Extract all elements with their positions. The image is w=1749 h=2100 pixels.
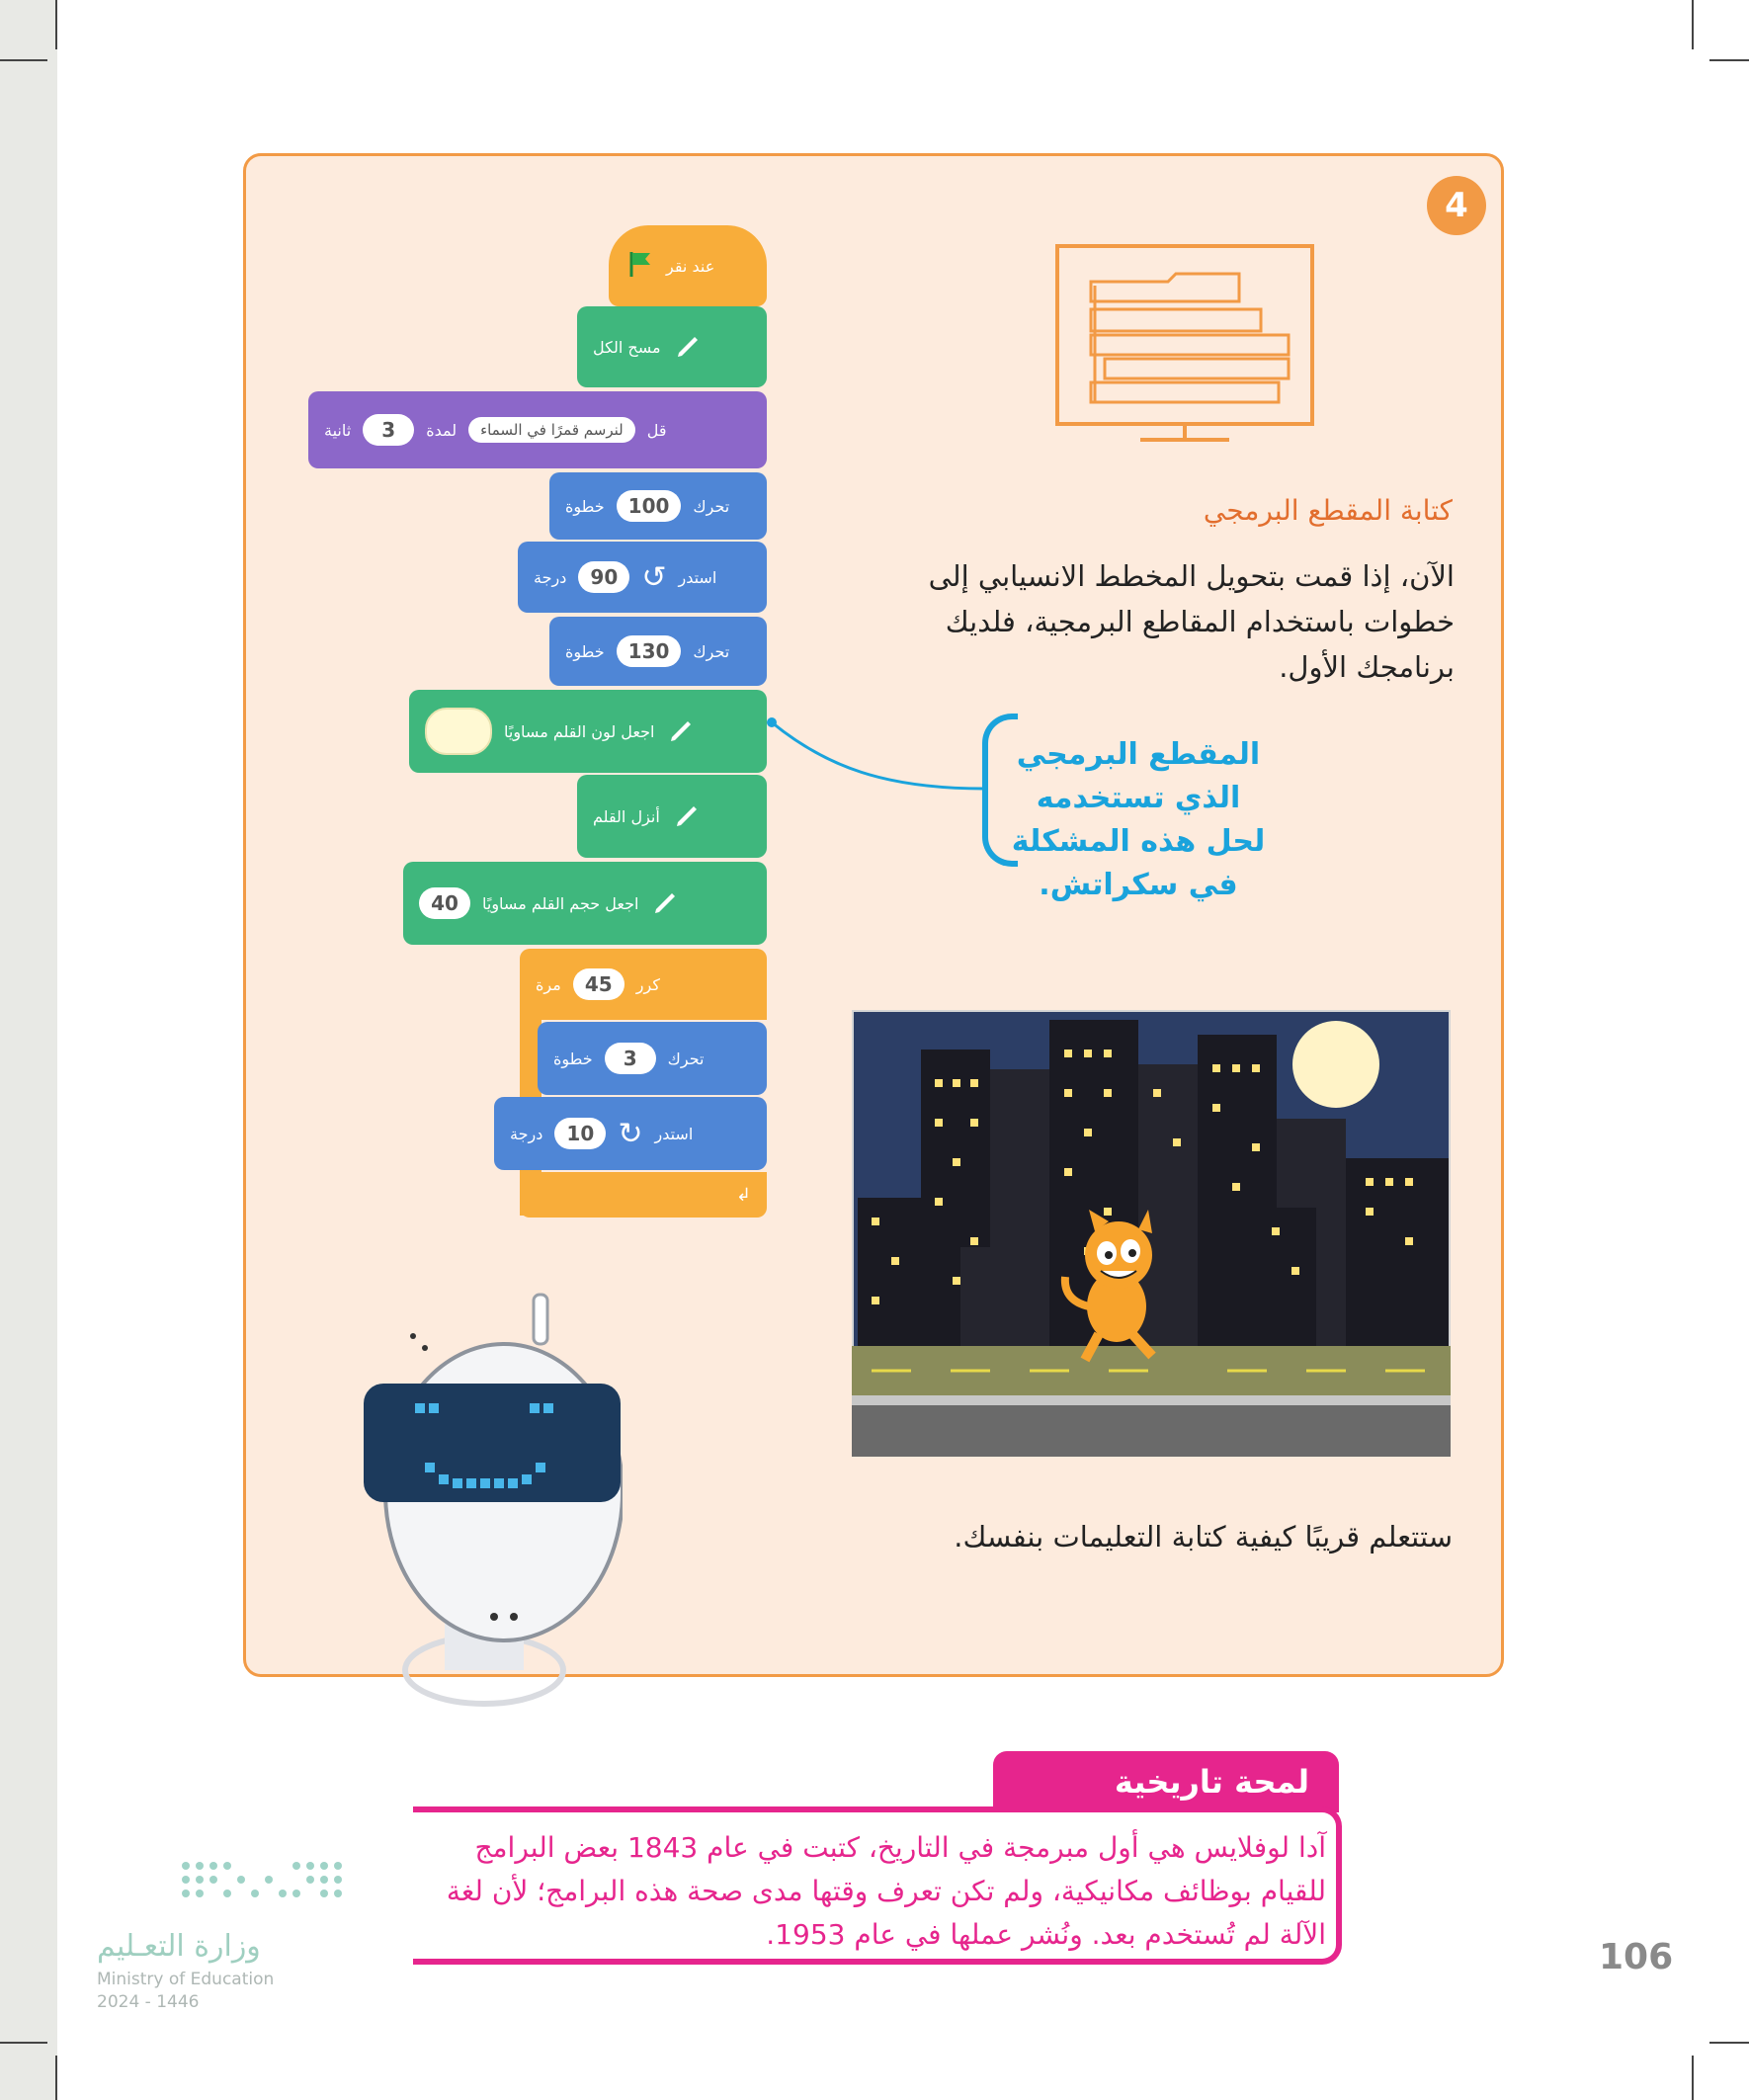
say-for-secs-block — [308, 391, 767, 468]
repeat-block-footer — [520, 1172, 767, 1218]
ministry-name-english: Ministry of Education — [97, 1970, 275, 1989]
turn-unit-label: درجة — [534, 567, 567, 587]
repeat-block — [520, 949, 767, 1020]
turn-degrees-input: 90 — [578, 561, 629, 593]
turn-degrees-input: 10 — [554, 1118, 606, 1149]
say-message-input: لنرسم قمرًا في السماء — [468, 417, 635, 443]
set-pen-color-block — [409, 690, 767, 773]
loop-arrow-icon: ↲ — [735, 1184, 751, 1206]
ministry-year: 2024 - 1446 — [97, 1992, 200, 2012]
set-pen-color-label: اجعل لون القلم مساويًا — [504, 721, 655, 741]
pen-size-input: 40 — [419, 887, 470, 919]
callout-text: المقطع البرمجي الذي تستخدمه لحل هذه المشكلة في سكراتش. — [1011, 737, 1266, 902]
crop-mark — [1692, 0, 1694, 49]
move-unit-label: خطوة — [565, 641, 605, 661]
page-margin-strip — [0, 0, 57, 2100]
pen-down-block — [577, 775, 767, 858]
move-steps-input: 100 — [617, 490, 682, 522]
ministry-logo-dots — [178, 1858, 352, 1903]
move-steps-block — [549, 472, 767, 540]
turn-right-block — [494, 1097, 767, 1170]
turn-unit-label: درجة — [510, 1124, 543, 1143]
step-number-badge: 4 — [1427, 176, 1486, 235]
move-steps-input: 130 — [617, 635, 682, 667]
say-seconds-input: 3 — [363, 414, 414, 446]
say-unit-label: ثانية — [324, 420, 352, 440]
erase-all-label: مسح الكل — [593, 337, 661, 357]
pen-down-label: أنزل القلم — [593, 806, 660, 826]
set-pen-size-block — [403, 862, 767, 945]
section-title: كتابة المقطع البرمجي — [1203, 494, 1453, 527]
hat-label: عند نقر — [666, 256, 715, 276]
crop-mark — [1709, 2042, 1749, 2044]
ministry-name-arabic: وزارة التعـليم — [97, 1929, 261, 1964]
pen-icon — [666, 716, 696, 746]
move-steps-block — [549, 617, 767, 686]
repeat-count-input: 45 — [573, 968, 625, 1000]
history-text: آدا لوفلايس هي أول مبرمجة في التاريخ، كتبت في عام 1843 بعض البرامج للقيام بوظائف مكانيكية، ولم تكن تعرف وقتها مدى صحة هذه البرامج؛ لأن لغة الآلة لم تُستخدم بعد. ونُشر عملها في عام 1953. — [446, 1831, 1326, 1951]
history-tab-title: لمحة تاريخية — [993, 1751, 1339, 1812]
crop-mark — [0, 59, 47, 61]
repeat-label: كرر — [635, 974, 660, 994]
move-label: تحرك — [693, 496, 730, 516]
page-number: 106 — [1599, 1937, 1674, 1977]
pen-color-swatch — [425, 708, 492, 755]
crop-mark — [55, 0, 57, 49]
section-paragraph: الآن، إذا قمت بتحويل المخطط الانسيابي إلى خطوات باستخدام المقاطع البرمجية، فلديك برنامجك الأول. — [928, 559, 1455, 684]
robot-mascot-illustration — [356, 1285, 623, 1720]
closing-text: ستتعلم قريبًا كيفية كتابة التعليمات بنفسك. — [954, 1520, 1453, 1554]
say-label: قل — [646, 420, 667, 440]
pen-icon — [672, 801, 702, 831]
when-flag-clicked-block — [609, 225, 767, 306]
crop-mark — [0, 2042, 47, 2044]
crop-mark — [1692, 2056, 1694, 2100]
code-monitor-icon — [1055, 242, 1316, 446]
pen-icon — [673, 332, 703, 362]
scratch-stage-scene — [852, 1010, 1451, 1457]
move-label: تحرك — [667, 1049, 705, 1068]
green-flag-icon — [625, 249, 654, 283]
crop-mark — [55, 2056, 57, 2100]
repeat-unit-label: مرة — [536, 974, 561, 994]
set-pen-size-label: اجعل حجم القلم مساويًا — [482, 893, 639, 913]
rotate-left-icon: ↺ — [641, 559, 667, 595]
move-steps-block — [538, 1022, 767, 1095]
say-duration-label: لمدة — [426, 420, 458, 440]
turn-left-block — [518, 542, 767, 613]
move-unit-label: خطوة — [565, 496, 605, 516]
crop-mark — [1709, 59, 1749, 61]
turn-label: استدر — [654, 1124, 694, 1143]
callout-connector — [767, 717, 986, 793]
erase-all-block — [577, 306, 767, 387]
move-unit-label: خطوة — [553, 1049, 593, 1068]
rotate-right-icon: ↻ — [618, 1116, 643, 1151]
turn-label: استدر — [678, 567, 717, 587]
move-steps-input: 3 — [605, 1043, 656, 1074]
pen-icon — [650, 888, 680, 918]
move-label: تحرك — [693, 641, 730, 661]
